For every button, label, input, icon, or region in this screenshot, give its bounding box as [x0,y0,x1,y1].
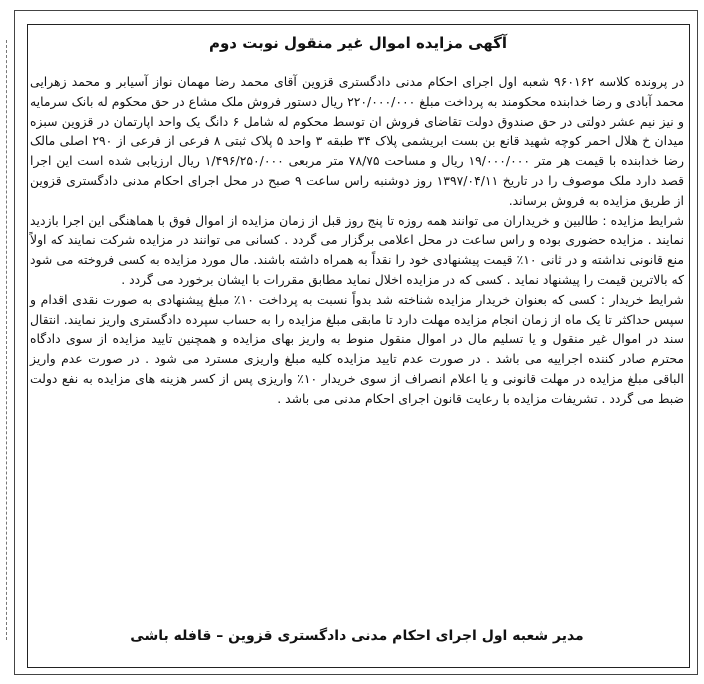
notice-signature: مدیر شعبه اول اجرای احکام مدنی دادگستری قزوین – قافله باشی [130,628,584,644]
notice-paragraph-auction-terms: شرایط مزایده : طالبین و خریداران می توانند همه روزه تا پنج روز قبل از زمان مزایده از اموال فوق با هماهنگی این اجرا بازدید نمایند . مزایده حضوری بوده و راس ساعت در محل اعلامی برگزار می گردد . کسانی می توانند در مزایده شرکت نمایند که اولاً منع قانونی نداشته و در ثانی ۱۰٪ قیمت پیشنهادی خود را نقداً به همراه داشته باشند. مال مورد مزایده به کسی فروخته می شود که بالاترین قیمت را پیشنهاد نماید . کسی که در مزایده اخلال نماید مطابق مقررات با ایشان برخورد می گردد . [30,212,684,287]
notice-title: آگهی مزایده اموال غیر منقول نوبت دوم [208,34,508,52]
notice-body [30,72,684,409]
notice-paragraph-case: در پرونده کلاسه ۹۶۰۱۶۲ شعبه اول اجرای احکام مدنی دادگستری قزوین آقای محمد رضا مهمان نواز آسیابر و محمد زهرایی محمد آبادی و رضا خدابنده محکومند به پرداخت مبلغ ۲۲۰/۰۰۰/۰۰۰ ریال دستور فروش ملک مشاع در حق محکوم له بانک سرمایه و نیز نیم عشر دولتی در حق صندوق دولت تقاضای فروش ان توسط محکوم له شامل ۶ دانگ یک واحد اپارتمان در قزوین سبزه میدان خ هلال احمر کوچه شهید قانع بن بست ابریشمی پلاک ۳۴ طبقه ۳ واحد ۵ پلاک ثبتی ۸ فرعی از فرعی از ۲۹۰ اصلی مالک رضا خدابنده با قیمت هر متر ۱۹/۰۰۰/۰۰۰ ریال و مساحت ۷۸/۷۵ متر مربعی ۱/۴۹۶/۲۵۰/۰۰۰ ریال ارزیابی شده است این اجرا قصد دارد ملک موصوف را در تاریخ ۱۳۹۷/۰۴/۱۱ روز دوشنبه راس ساعت ۹ صبح در محل اجرای احکام مدنی دادگستری قزوین از طریق مزایده به فروش برساند. [30,74,684,208]
margin-dashed-rule [6,40,7,640]
notice-paragraph-buyer-terms: شرایط خریدار : کسی که بعنوان خریدار مزایده شناخته شد بدواً نسبت به پرداخت ۱۰٪ مبلغ پیشنهادی به صورت نقدی اقدام و سپس حداکثر تا یک ماه از زمان انجام مزایده مهلت دارد تا مابقی مبلغ مزایده را به حساب سپرده دادگستری واریز نمایند. انتقال سند در اموال غیر منقول و یا تسلیم مال در اموال منقول منوط به واریز بهای مزایده و همچنین تایید مزایده از سوی دادگاه محترم صادر کننده اجراییه می باشد . در صورت عدم تایید مزایده کلیه مبلغ واریزی مسترد می شود . در صورت عدم واریز الباقی مبلغ مزایده در مهلت قانونی و یا اعلام انصراف از سوی خریدار ۱۰٪ واریزی پس از کسر هزینه های مزایده به نفع دولت ضبط می گردد . تشریفات مزایده با رعایت قانون اجرای احکام مدنی می باشد . [30,291,685,406]
